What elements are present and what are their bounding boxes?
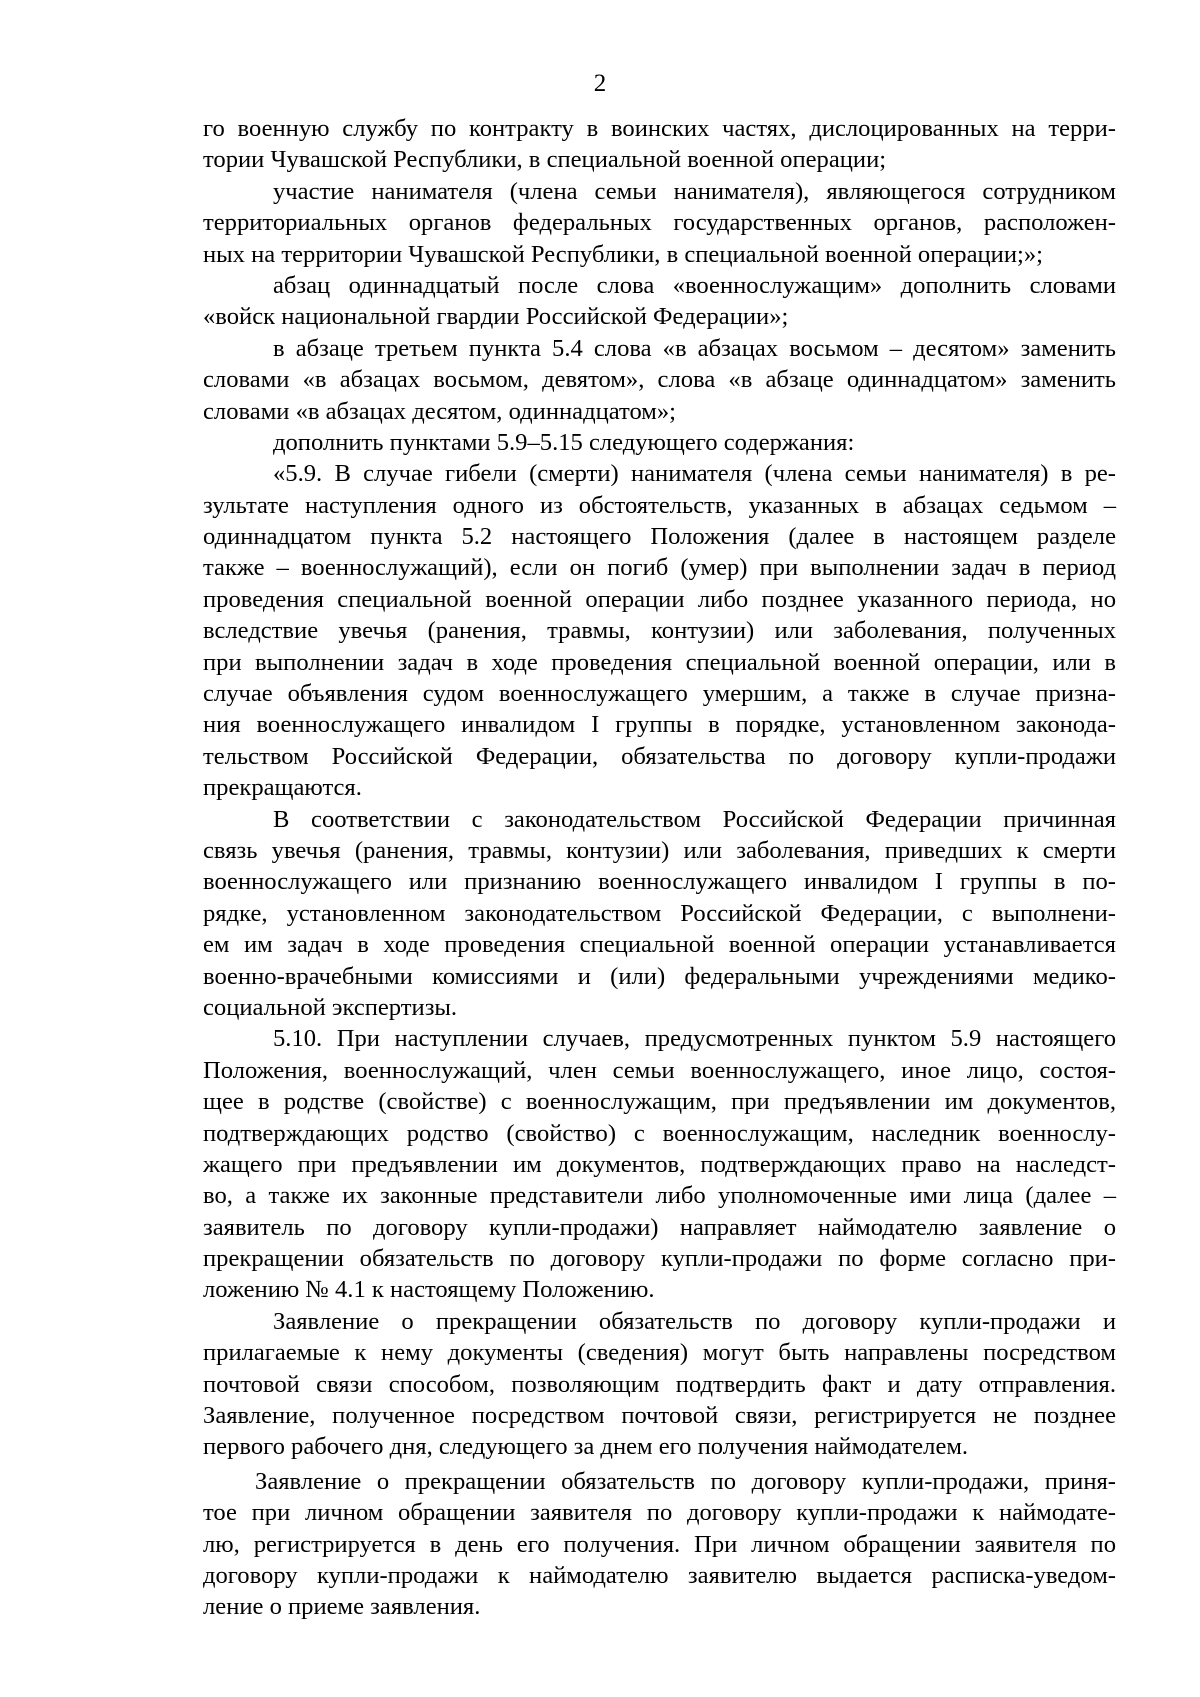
text-line: Заявление о прекращении обязательств по договору купли-продажи и [273, 1307, 1116, 1335]
text-line: Заявление, полученное посредством почтовой связи, регистрируется не позднее [203, 1402, 1116, 1430]
text-line: лю, регистрируется в день его получения. При личном обращении заявителя по [203, 1530, 1116, 1558]
text-line: тории Чувашской Республики, в специальной военной операции; [203, 146, 887, 174]
text-line: Заявление о прекращении обязательств по договору купли-продажи, приня- [255, 1467, 1116, 1495]
text-line: военнослужащего или признанию военнослужащего инвалидом I группы в по- [203, 868, 1116, 896]
text-line: участие нанимателя (члена семьи нанимателя), являющегося сотрудником [273, 177, 1116, 205]
text-line: «войск национальной гвардии Российской Федерации»; [203, 303, 789, 331]
text-line: щее в родстве (свойстве) с военнослужащим, при предъявлении им документов, [203, 1088, 1116, 1116]
text-line: тельством Российской Федерации, обязательства по договору купли-продажи [203, 742, 1116, 770]
text-line: ных на территории Чувашской Республики, в специальной военной операции;»; [203, 240, 1043, 268]
text-line: связь увечья (ранения, травмы, контузии) или заболевания, приведших к смерти [203, 836, 1116, 864]
text-line: прекращении обязательств по договору купли-продажи по форме согласно при- [203, 1245, 1116, 1273]
text-line: Положения, военнослужащий, член семьи военнослужащего, иное лицо, состоя- [203, 1056, 1116, 1084]
text-line: подтверждающих родство (свойство) с военнослужащим, наследник военнослу- [203, 1119, 1116, 1147]
text-line: во, а также их законные представители либо уполномоченные ими лица (далее – [203, 1182, 1116, 1210]
document-body [203, 113, 1116, 1623]
text-line: прилагаемые к нему документы (сведения) могут быть направлены посредством [203, 1339, 1116, 1367]
text-line: абзац одиннадцатый после слова «военнослужащим» дополнить словами [273, 271, 1116, 299]
text-line: первого рабочего дня, следующего за днем его получения наймодателем. [203, 1433, 969, 1461]
text-line: ния военнослужащего инвалидом I группы в порядке, установленном законода- [203, 711, 1116, 739]
text-line: социальной экспертизы. [203, 993, 458, 1021]
text-line: ложению № 4.1 к настоящему Положению. [203, 1276, 655, 1304]
text-line: вследствие увечья (ранения, травмы, контузии) или заболевания, полученных [203, 617, 1116, 645]
text-line: ление о приеме заявления. [203, 1593, 481, 1621]
text-line: словами «в абзацах восьмом, девятом», слова «в абзаце одиннадцатом» заменить [203, 366, 1116, 394]
text-line: договору купли-продажи к наймодателю заявителю выдается расписка-уведом- [203, 1561, 1116, 1589]
text-line: при выполнении задач в ходе проведения специальной военной операции, или в [203, 648, 1116, 676]
text-line: одиннадцатом пункта 5.2 настоящего Положения (далее в настоящем разделе [203, 523, 1116, 551]
text-line: жащего при предъявлении им документов, подтверждающих право на наследст- [203, 1150, 1116, 1178]
text-line: также – военнослужащий), если он погиб (умер) при выполнении задач в период [203, 554, 1116, 582]
text-line: словами «в абзацах десятом, одиннадцатом»; [203, 397, 676, 425]
text-line: случае объявления судом военнослужащего умершим, а также в случае призна- [203, 680, 1116, 708]
text-line: ем им задач в ходе проведения специальной военной операции устанавливается [203, 931, 1116, 959]
page-number: 2 [593, 70, 607, 97]
text-line: зультате наступления одного из обстоятельств, указанных в абзацах седьмом – [203, 491, 1116, 519]
text-line: тое при личном обращении заявителя по договору купли-продажи к наймодате- [203, 1499, 1116, 1527]
text-line: в абзаце третьем пункта 5.4 слова «в абзацах восьмом – десятом» заменить [273, 334, 1116, 362]
text-line: военно-врачебными комиссиями и (или) федеральными учреждениями медико- [203, 962, 1116, 990]
text-line: 5.10. При наступлении случаев, предусмотренных пунктом 5.9 настоящего [273, 1025, 1116, 1053]
text-line: «5.9. В случае гибели (смерти) нанимателя (члена семьи нанимателя) в ре- [273, 460, 1116, 488]
text-line: территориальных органов федеральных государственных органов, расположен- [203, 209, 1116, 237]
text-line: рядке, установленном законодательством Российской Федерации, с выполнени- [203, 899, 1116, 927]
text-line: заявитель по договору купли-продажи) направляет наймодателю заявление о [203, 1213, 1116, 1241]
text-line: почтовой связи способом, позволяющим подтвердить факт и дату отправления. [203, 1370, 1116, 1398]
text-line: дополнить пунктами 5.9–5.15 следующего содержания: [273, 428, 855, 456]
text-line: прекращаются. [203, 774, 362, 802]
text-line: проведения специальной военной операции либо позднее указанного периода, но [203, 585, 1116, 613]
text-line: В соответствии с законодательством Российской Федерации причинная [273, 805, 1116, 833]
text-line: го военную службу по контракту в воинских частях, дислоцированных на терри- [203, 115, 1116, 142]
